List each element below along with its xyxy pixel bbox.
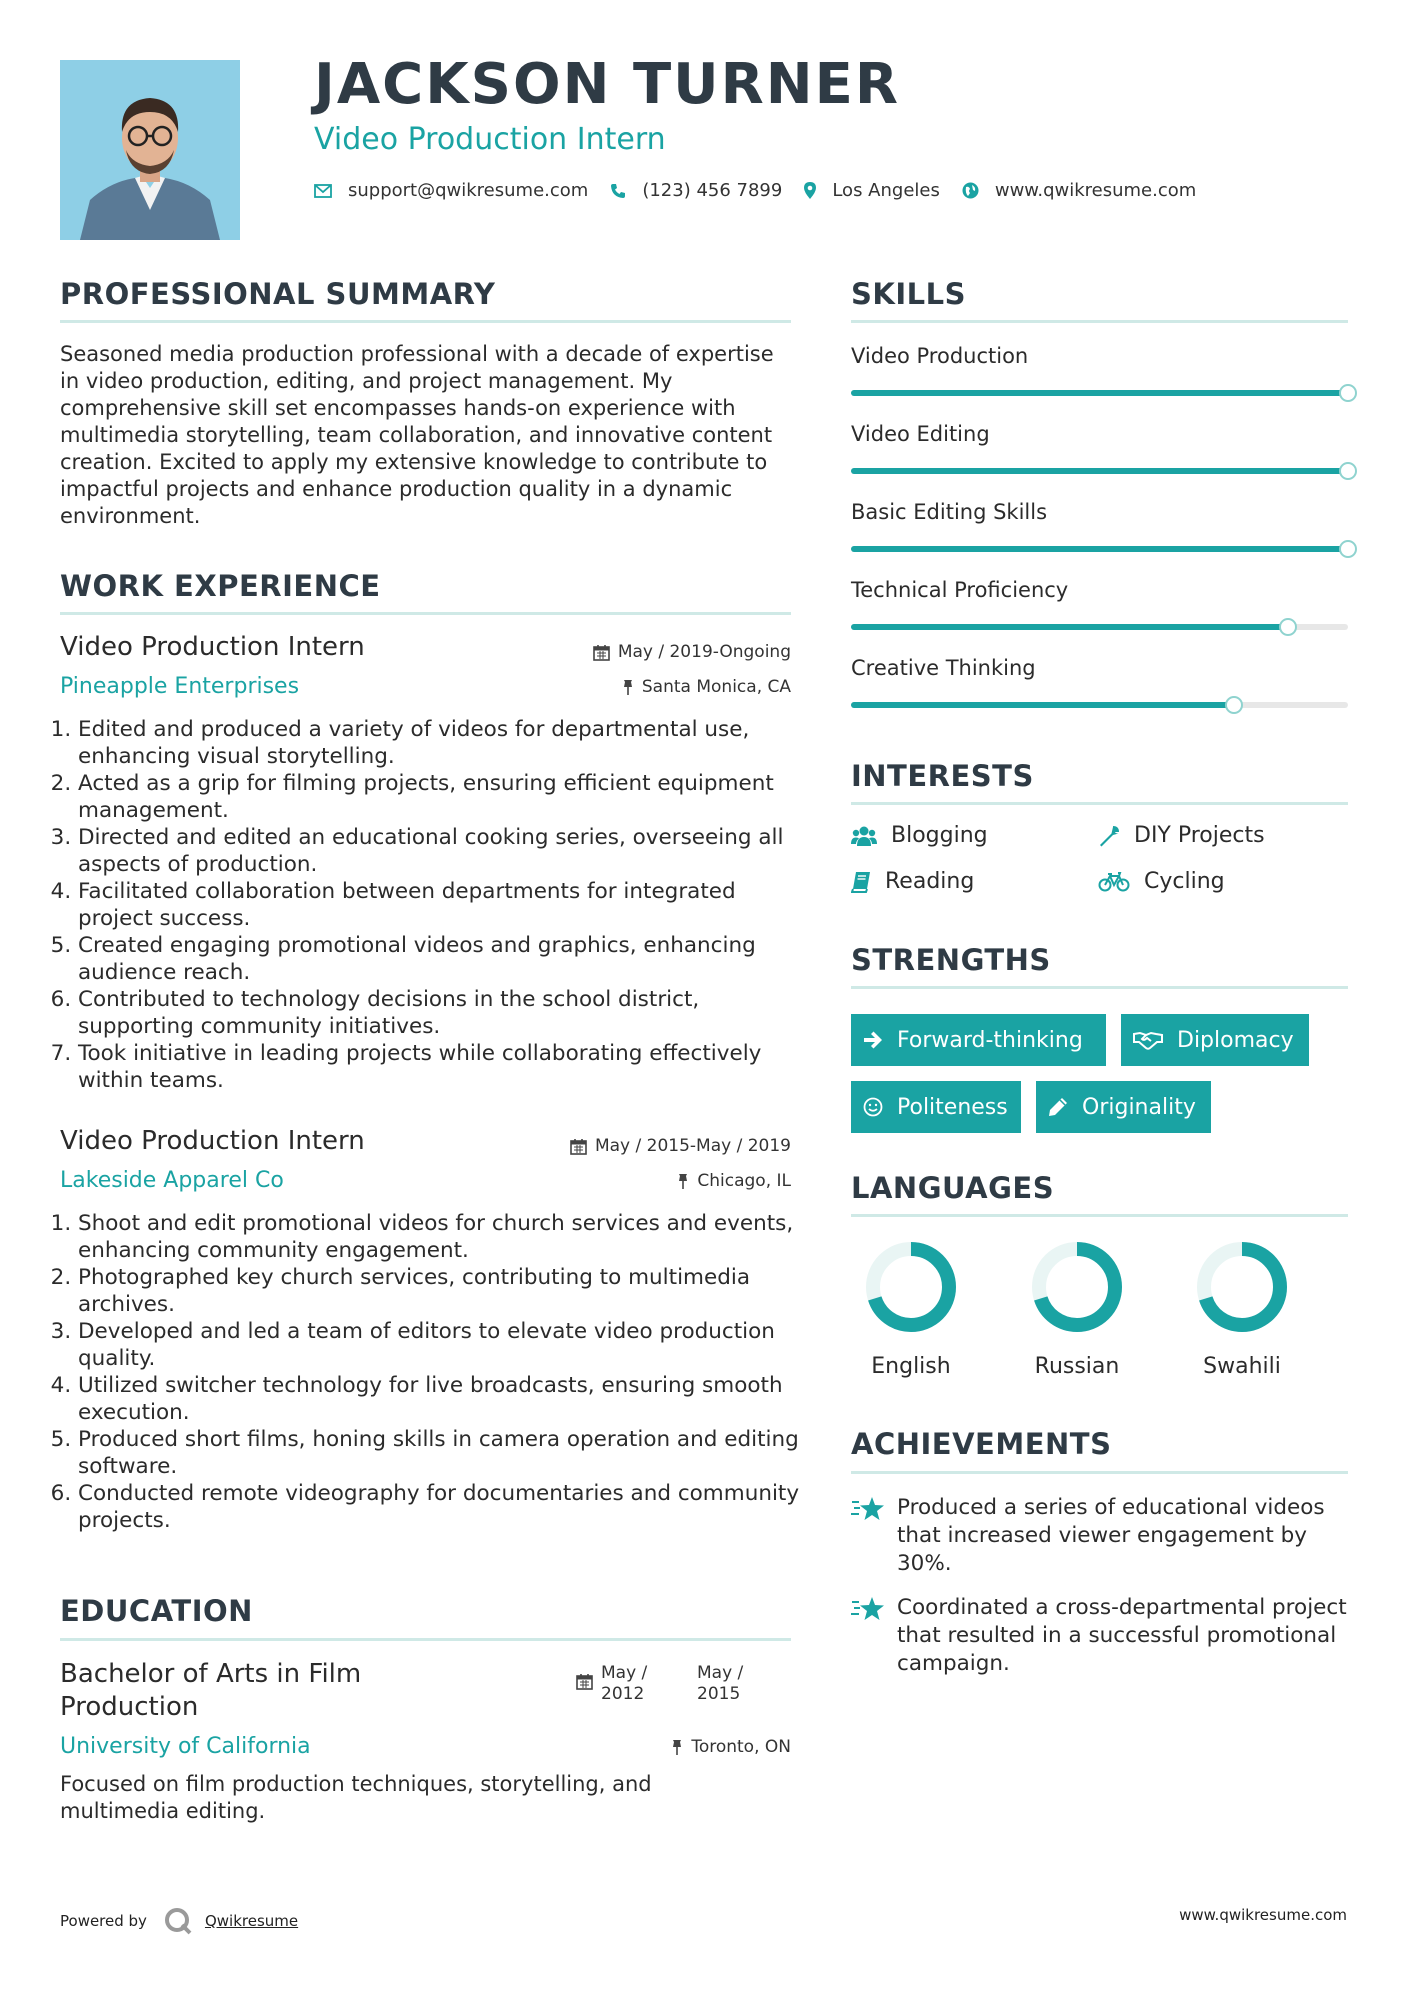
job-duty: 4. Utilized switcher technology for live broadcasts, ensuring smooth execution. xyxy=(78,1372,813,1426)
contact-location xyxy=(804,180,940,201)
shooting-star-icon xyxy=(851,1596,887,1678)
skill-bar xyxy=(851,624,1348,630)
pushpin-icon xyxy=(622,679,634,696)
language-item xyxy=(851,1240,971,1379)
strengths-divider xyxy=(851,986,1348,989)
qwikresume-logo-icon xyxy=(163,1906,193,1936)
interest-item xyxy=(1098,869,1225,894)
job-location xyxy=(677,1171,791,1191)
education-description: Focused on film production techniques, storytelling, and multimedia editing. xyxy=(60,1772,652,1823)
job-dates-text: May / 2015-May / 2019 xyxy=(594,1136,791,1156)
phone-text: (123) 456 7899 xyxy=(642,180,783,201)
email-text: support@qwikresume.com xyxy=(348,180,589,201)
skill-knob xyxy=(1339,540,1357,558)
education-divider xyxy=(60,1638,791,1641)
strength-label: Diplomacy xyxy=(1177,1027,1294,1053)
interest-item xyxy=(851,823,988,848)
job-duty: 4. Facilitated collaboration between departments for integrated project success. xyxy=(78,878,813,932)
job-duty: 1. Shoot and edit promotional videos for church services and events, enhancing community engagement. xyxy=(78,1210,813,1264)
shooting-star-icon xyxy=(851,1496,887,1578)
skill-label: Video Production xyxy=(851,344,1029,368)
language-item xyxy=(1182,1240,1302,1379)
map-marker-icon xyxy=(804,182,816,199)
summary-heading: PROFESSIONAL SUMMARY xyxy=(60,277,496,311)
smile-icon xyxy=(863,1097,883,1117)
job-duty: 2. Photographed key church services, contributing to multimedia archives. xyxy=(78,1264,813,1318)
strengths-heading: STRENGTHS xyxy=(851,943,1051,977)
language-ring xyxy=(1195,1240,1289,1334)
envelope-icon xyxy=(314,184,332,198)
languages-heading: LANGUAGES xyxy=(851,1171,1055,1205)
interest-item xyxy=(1098,823,1265,848)
brand-link[interactable]: Qwikresume xyxy=(204,1912,299,1930)
interest-label: DIY Projects xyxy=(1134,823,1265,848)
job-location-text: Santa Monica, CA xyxy=(641,677,791,697)
language-ring xyxy=(1030,1240,1124,1334)
interest-label: Cycling xyxy=(1144,869,1225,894)
job-duty: 2. Acted as a grip for filming projects, ensuring efficient equipment management. xyxy=(78,770,813,824)
interests-heading: INTERESTS xyxy=(851,759,1034,793)
wrench-icon xyxy=(1098,825,1120,847)
achievements-heading: ACHIEVEMENTS xyxy=(851,1427,1112,1461)
job-duty: 6. Contributed to technology decisions in the school district, supporting community initiatives. xyxy=(78,986,813,1040)
work-experience-divider xyxy=(60,612,791,615)
candidate-name: JACKSON TURNER xyxy=(314,52,901,117)
pushpin-icon xyxy=(671,1739,683,1756)
education-dates xyxy=(576,1663,749,1705)
skills-heading: SKILLS xyxy=(851,277,966,311)
skill-knob xyxy=(1279,618,1297,636)
skill-bar xyxy=(851,546,1348,552)
job-duty: 1. Edited and produced a variety of videos for departmental use, enhancing visual storytelling. xyxy=(78,716,813,770)
skill-knob xyxy=(1339,462,1357,480)
interest-item xyxy=(851,869,974,894)
arrow-right-icon xyxy=(863,1031,883,1049)
profile-photo xyxy=(60,60,240,240)
job-duty: 3. Developed and led a team of editors to elevate video production quality. xyxy=(78,1318,813,1372)
powered-by-text: Powered by xyxy=(60,1912,147,1930)
strength-badge xyxy=(851,1081,1021,1133)
skill-bar xyxy=(851,468,1348,474)
strength-label: Originality xyxy=(1082,1094,1196,1120)
skill-knob xyxy=(1339,384,1357,402)
strength-badge xyxy=(1036,1081,1211,1133)
job-duty: 5. Created engaging promotional videos and graphics, enhancing audience reach. xyxy=(78,932,813,986)
job-duty: 5. Produced short films, honing skills in camera operation and editing software. xyxy=(78,1426,813,1480)
skill-fill xyxy=(851,624,1288,630)
language-label: Russian xyxy=(1034,1354,1120,1379)
globe-icon xyxy=(962,182,979,199)
pushpin-icon xyxy=(677,1173,689,1190)
footer-powered-by xyxy=(60,1906,298,1936)
strength-label: Forward-thinking xyxy=(897,1027,1083,1053)
education-location-text: Toronto, ON xyxy=(691,1737,791,1757)
achievement-text: Produced a series of educational videos that increased viewer engagement by 30%. xyxy=(897,1495,1325,1576)
job-title: Video Production Intern xyxy=(60,632,365,662)
job-dates xyxy=(570,1136,791,1156)
education-end-date: May / 2015 xyxy=(697,1663,744,1704)
bicycle-icon xyxy=(1098,872,1130,892)
summary-text: Seasoned media production professional with a decade of expertise in video production, editing, and project management. My comprehensive skill set encompasses hands-on experience with multimedia storytelling, team collaboration, and innovative content creation. Excited to apply my extensive knowledge to contribute to impactful projects and enhance production quality in a dynamic environment. xyxy=(60,342,774,528)
skill-bar xyxy=(851,390,1348,396)
skill-knob xyxy=(1225,696,1243,714)
strength-badge xyxy=(851,1014,1106,1066)
skill-fill xyxy=(851,468,1348,474)
skill-fill xyxy=(851,702,1234,708)
job-location-text: Chicago, IL xyxy=(697,1171,791,1191)
job-duties-list xyxy=(60,716,813,1094)
work-experience-heading: WORK EXPERIENCE xyxy=(60,569,381,603)
skill-label: Basic Editing Skills xyxy=(851,500,1048,524)
strength-label: Politeness xyxy=(897,1094,1008,1120)
language-label: English xyxy=(871,1354,951,1379)
contact-website[interactable] xyxy=(962,180,1196,201)
achievements-divider xyxy=(851,1471,1348,1474)
degree-title: Bachelor of Arts in Film Production xyxy=(60,1659,362,1722)
interest-label: Blogging xyxy=(891,823,988,848)
education-heading: EDUCATION xyxy=(60,1594,253,1628)
skill-label: Technical Proficiency xyxy=(851,578,1069,602)
contact-phone[interactable] xyxy=(610,180,782,201)
skill-label: Creative Thinking xyxy=(851,656,1036,680)
company-name: Lakeside Apparel Co xyxy=(60,1168,284,1193)
skill-bar xyxy=(851,702,1348,708)
job-dates xyxy=(593,642,791,662)
achievement-text: Coordinated a cross-departmental project that resulted in a successful promotional campaign. xyxy=(897,1595,1347,1676)
calendar-icon xyxy=(593,644,610,661)
calendar-icon xyxy=(570,1138,587,1155)
skill-fill xyxy=(851,390,1348,396)
phone-icon xyxy=(610,183,626,199)
language-item xyxy=(1017,1240,1137,1379)
skill-label: Video Editing xyxy=(851,422,990,446)
strength-badge xyxy=(1121,1014,1309,1066)
languages-divider xyxy=(851,1214,1348,1217)
job-location xyxy=(622,677,791,697)
skills-divider xyxy=(851,320,1348,323)
footer-url[interactable]: www.qwikresume.com xyxy=(1179,1906,1347,1924)
skill-fill xyxy=(851,546,1348,552)
pencil-icon xyxy=(1048,1097,1068,1117)
interests-divider xyxy=(851,802,1348,805)
location-text: Los Angeles xyxy=(832,180,940,201)
summary-divider xyxy=(60,320,791,323)
job-duty: 3. Directed and edited an educational cooking series, overseeing all aspects of production. xyxy=(78,824,813,878)
interest-label: Reading xyxy=(885,869,975,894)
job-duties-list xyxy=(60,1210,813,1534)
candidate-role: Video Production Intern xyxy=(314,122,666,157)
language-ring xyxy=(864,1240,958,1334)
achievement-item xyxy=(851,1594,1351,1678)
job-dates-text: May / 2019-Ongoing xyxy=(617,642,791,662)
contact-bar xyxy=(314,180,1218,201)
contact-email[interactable] xyxy=(314,180,588,201)
job-duty: 6. Conducted remote videography for documentaries and community projects. xyxy=(78,1480,813,1534)
job-duty: 7. Took initiative in leading projects while collaborating effectively within teams. xyxy=(78,1040,813,1094)
school-name: University of California xyxy=(60,1734,311,1759)
company-name: Pineapple Enterprises xyxy=(60,674,300,699)
achievement-item xyxy=(851,1494,1351,1578)
users-icon xyxy=(851,825,877,847)
calendar-icon xyxy=(576,1673,593,1690)
education-start-date: May / 2012 xyxy=(601,1663,648,1704)
language-label: Swahili xyxy=(1203,1354,1281,1379)
education-location xyxy=(671,1737,791,1757)
job-title: Video Production Intern xyxy=(60,1126,365,1156)
website-text: www.qwikresume.com xyxy=(994,180,1197,201)
book-icon xyxy=(851,871,871,893)
handshake-icon xyxy=(1133,1030,1163,1050)
